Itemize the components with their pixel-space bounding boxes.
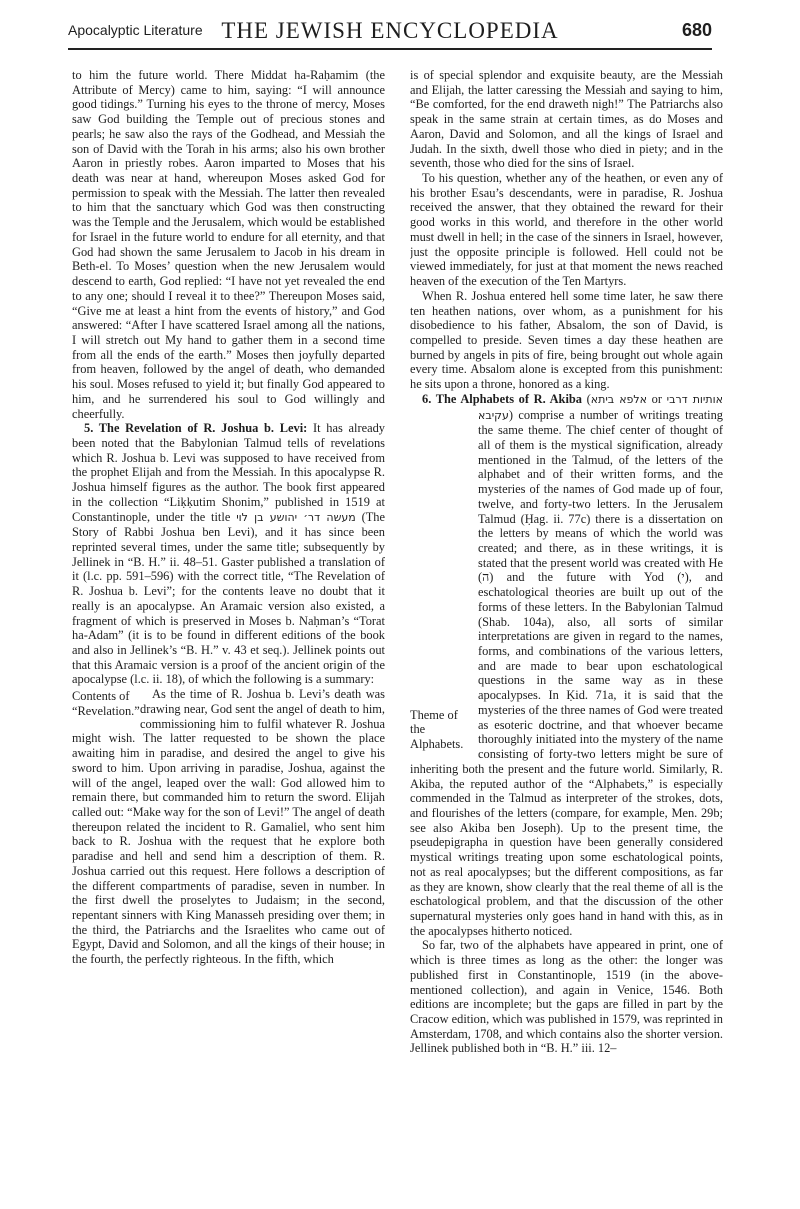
paragraph bbox=[72, 687, 385, 967]
paragraph: When R. Joshua entered hell some time later, he saw there ten heathen nations, over whom, as a punishment for his disobedience to his father, Absalom, the son of David, is compelled to preside. Seven times a day these heathen are burned by angels in pits of fire, being brought out whole again every time. Absalom alone is excepted from this punishment: he sits upon a throne, honored as a king. bbox=[410, 288, 723, 392]
paragraph: So far, two of the alphabets have appeared in print, one of which is three times as long as the other: the longer was published first in Constantinople, 1519 (in the above-mentioned collection), and again in Venice, 1546. Both editions are incomplete; but the gaps are filled in part by the Cracow edition, which was published in 1579, was reprinted in Amsterdam, 1708, and which contains also the shorter version. Jellinek published both in “B. H.” iii. 12– bbox=[410, 938, 723, 1056]
section-5-paragraph bbox=[72, 421, 385, 687]
paragraph-text: (The Story of Rabbi Joshua ben Levi), and it has since been reprinted several times, under the same title; subsequently by Jellinek in “B. H.” ii. 48–51. Gaster published a translation of it (l.c. pp. 591–596) with the correct title, “The Revelation of R. Joshua b. Levi”; for the contents leave no doubt that it really is an apocalypse. An Aramaic version also existed, a fragment of which is preserved in Moses b. Naḥman’s “Torat ha-Adam” (it is to be found in different editions of the book and also in Jellinek’s “B. H.” v. 43 et seq.). Jellinek points out that this Aramaic version is a proof of the ancient origin of the apocalypse (l.c. ii. 18), of which the following is a summary: bbox=[72, 509, 385, 687]
hebrew-title: אלפא ביתא bbox=[590, 392, 648, 406]
paragraph: To his question, whether any of the heathen, or even any of his brother Esau’s descendants, were in paradise, R. Joshua received the answer, that they obtained the reward for their good works in this world, and therefore in the other world must dwell in hell; in the case of the sinners in Israel, however, just the opposite principle is followed. Hell could not be viewed immediately, for just at that moment the news reached heaven of the execution of the Ten Martyrs. bbox=[410, 171, 723, 289]
page-number: 680 bbox=[681, 20, 712, 40]
sidenote: Theme of the Alphabets. bbox=[410, 707, 464, 751]
section-6-paragraph: 6. The Alphabets of R. Akiba (אלפא ביתא or אותיות דרבי עקיבא) Theme of the Alphabets. comprise a number of writings treating the same theme. The chief center of thought of all of them is the mystical signification, already mentioned in the Talmud, of the letters of the alphabet and of their written forms, and the mysteries of the names of God made up of four, twelve, and forty-two letters. In the Jerusalem Talmud (Ḥag. ii. 77c) there is a dissertation on the letters by means of which the world was created; and there, as in these writings, it is stated that the present world was created with He (ה) and the future with Yod (י), and eschatological theories are built up out of the forms of these letters. In the Babylonian Talmud (Shab. 104a), also, all sorts of similar interpretations are given in regard to the names, forms, and combinations of the various letters, and are made to bear upon eschatological questions in the same way as in these apocalypses. In Ḳid. 71a, it is said that the mysteries of the three names of God were treated as esoteric doctrine, and that whoever became thoroughly initiated into the mystery of the name consisting of forty-two letters might be sure of inheriting both the present and the future world. Similarly, R. Akiba, the reputed author of the “Alphabets,” is especially commended in the Talmud as interpreter of the strokes, dots, and flourishes of the letters (compare, for example, Men. 29b; see also Akiba ben Joseph). Up to the present time, the pseudepigrapha in question have been generally considered mystical writings treating upon some eschatological points, not as real apocalypses; but the different compositions, as far as they are known, show clearly that the real theme of all is the eschatological problem, and that the discussion of the other supernatural mysteries only goes hand in hand with this, as in the apocalypses hitherto noticed. bbox=[410, 391, 723, 938]
right-column bbox=[410, 68, 723, 1193]
hebrew-title: אותיות דרבי עקיבא bbox=[478, 392, 723, 422]
running-head-section: Apocalyptic Literature bbox=[68, 22, 203, 38]
page-header bbox=[68, 18, 712, 50]
paragraph-text: comprise a number of writings treating the same theme. The chief center of thought of all of them is the mystical signification, already mentioned in the Talmud, of the letters of the alphabet and of their written forms, and the mysteries of the names of God made up of four, twelve, and forty-two letters. In the Jerusalem Talmud (Ḥag. ii. 77c) there is a dissertation on the letters by means of which the world was created; and there, as in these writings, it is stated that the present world was created with He (ה) and the future with Yod (י), and eschatological theories are built up out of the forms of these letters. In the Babylonian Talmud (Shab. 104a), also, all sorts of similar interpretations are given in regard to the names, forms, and combinations of the various letters, and are made to bear upon eschatological questions in the same way as in these apocalypses. In Ḳid. 71a, it is said that the mysteries of the three names of God were treated as esoteric doctrine, and that whoever became thoroughly initiated into the mystery of the name consisting of forty-two letters might be sure of inheriting both the present and the future world. Similarly, R. Akiba, the reputed author of the “Alphabets,” is especially commended in the Talmud as interpreter of the strokes, dots, and flourishes of the letters (compare, for example, Men. 29b; see also Akiba ben Joseph). Up to the present time, the pseudepigrapha in question have been generally considered mystical writings treating upon some eschatological points, not as real apocalypses; but the different compositions, as far as they are known, show clearly that the real theme of all is the eschatological problem, and that the discussion of the other supernatural mysteries only goes hand in hand with this, as in the apocalypses hitherto noticed. bbox=[410, 407, 723, 938]
paragraph-text: As the time of R. Joshua b. Levi’s death was drawing near, God sent the angel of death to him, commissioning him to fulfil whatever R. Joshua might wish. The latter requested to be shown the place awaiting him in paradise, and desired the angel to give his sword to him. Upon arriving in paradise, Joshua, against the will of the angel, leaped over the wall: God allowed him to remain there, but commanded him to return the sword. Elijah called out: “Make way for the son of Levi!” The angel of death thereupon related the incident to R. Gamaliel, who sent him back to R. Joshua with the request that he explore both paradise and hell and send him a description of them. R. Joshua carried out this request. Here follows a description of the different compartments of paradise, seven in number. In the first dwell the proselytes to Judaism; in the second, repentant sinners with King Manasseh presiding over them; in the third, the Patriarchs and the Israelites who came out of Egypt, David and Solomon, and all the kings of their house; in the fourth, the perfectly righteous. In the fifth, which bbox=[72, 687, 385, 967]
running-head-title: THE JEWISH ENCYCLOPEDIA bbox=[221, 18, 559, 43]
paragraph: is of special splendor and exquisite beauty, are the Messiah and Elijah, the latter caressing the Messiah and saying to him, “Be comforted, for the end draweth nigh!” The Patriarchs also speak in the same strain at certain times, as do Moses and Aaron, David and Solomon, and all the kings of Israel and Judah. In the sixth, dwell those who died in piety; and in the seventh, those who died for the sins of Israel. bbox=[410, 68, 723, 171]
sidenote: Contents of “Revelation.” bbox=[72, 689, 140, 718]
left-column bbox=[72, 68, 385, 1193]
hebrew-title: מעשה דר׳ יהושע בן לוי bbox=[236, 510, 356, 524]
paragraph: to him the future world. There Middat ha-Raḥamim (the Attribute of Mercy) came to him, saying: “I will announce good tidings.” Turning his eyes to the throne of mercy, Moses saw God building the Temple out of precious stones and pearls; he saw also the rays of the Godhead, and Messiah the son of David with the Torah in his arms; also his own brother Aaron in priestly robes. Aaron imparted to Moses that his death was near at hand, whereupon Moses asked God for permission to speak with the Messiah. The latter then revealed to him that the sanctuary which God was then constructing was the Temple and the Jerusalem, which would be established for Israel in the future world to endure for all eternity, and that God had shown the same Jerusalem to Jacob in his dream in Beth-el. To Moses’ question when the new Jerusalem would descend to earth, God replied: “I have not yet revealed the end to any one; should I reveal it to thee?” Thereupon Moses said, “Give me at least a hint from the events of history,” and God answered: “After I have scattered Israel among all the nations, I will stretch out My hand to gather them in a second time from all the ends of the earth.” Moses then joyfully departed from heaven, followed by the angel of death, who demanded his soul. Moses refused to yield it; but finally God appeared to him, and he surrendered his soul to God willingly and cheerfully. bbox=[72, 68, 385, 421]
paragraph-text: It has already been noted that the Babylonian Talmud tells of revelations which R. Joshua b. Levi was supposed to have received from the prophet Elijah and from the Messiah. In this apocalypse R. Joshua himself figures as the author. The book first appeared in the collection “Liḳḳutim Shonim,” published in 1519 at Constantinople, under the title bbox=[72, 421, 385, 524]
section-heading: 5. The Revelation of R. Joshua b. Levi: bbox=[84, 421, 308, 436]
conjunction: or bbox=[651, 391, 662, 406]
section-heading: 6. The Alphabets of R. Akiba bbox=[422, 391, 582, 406]
